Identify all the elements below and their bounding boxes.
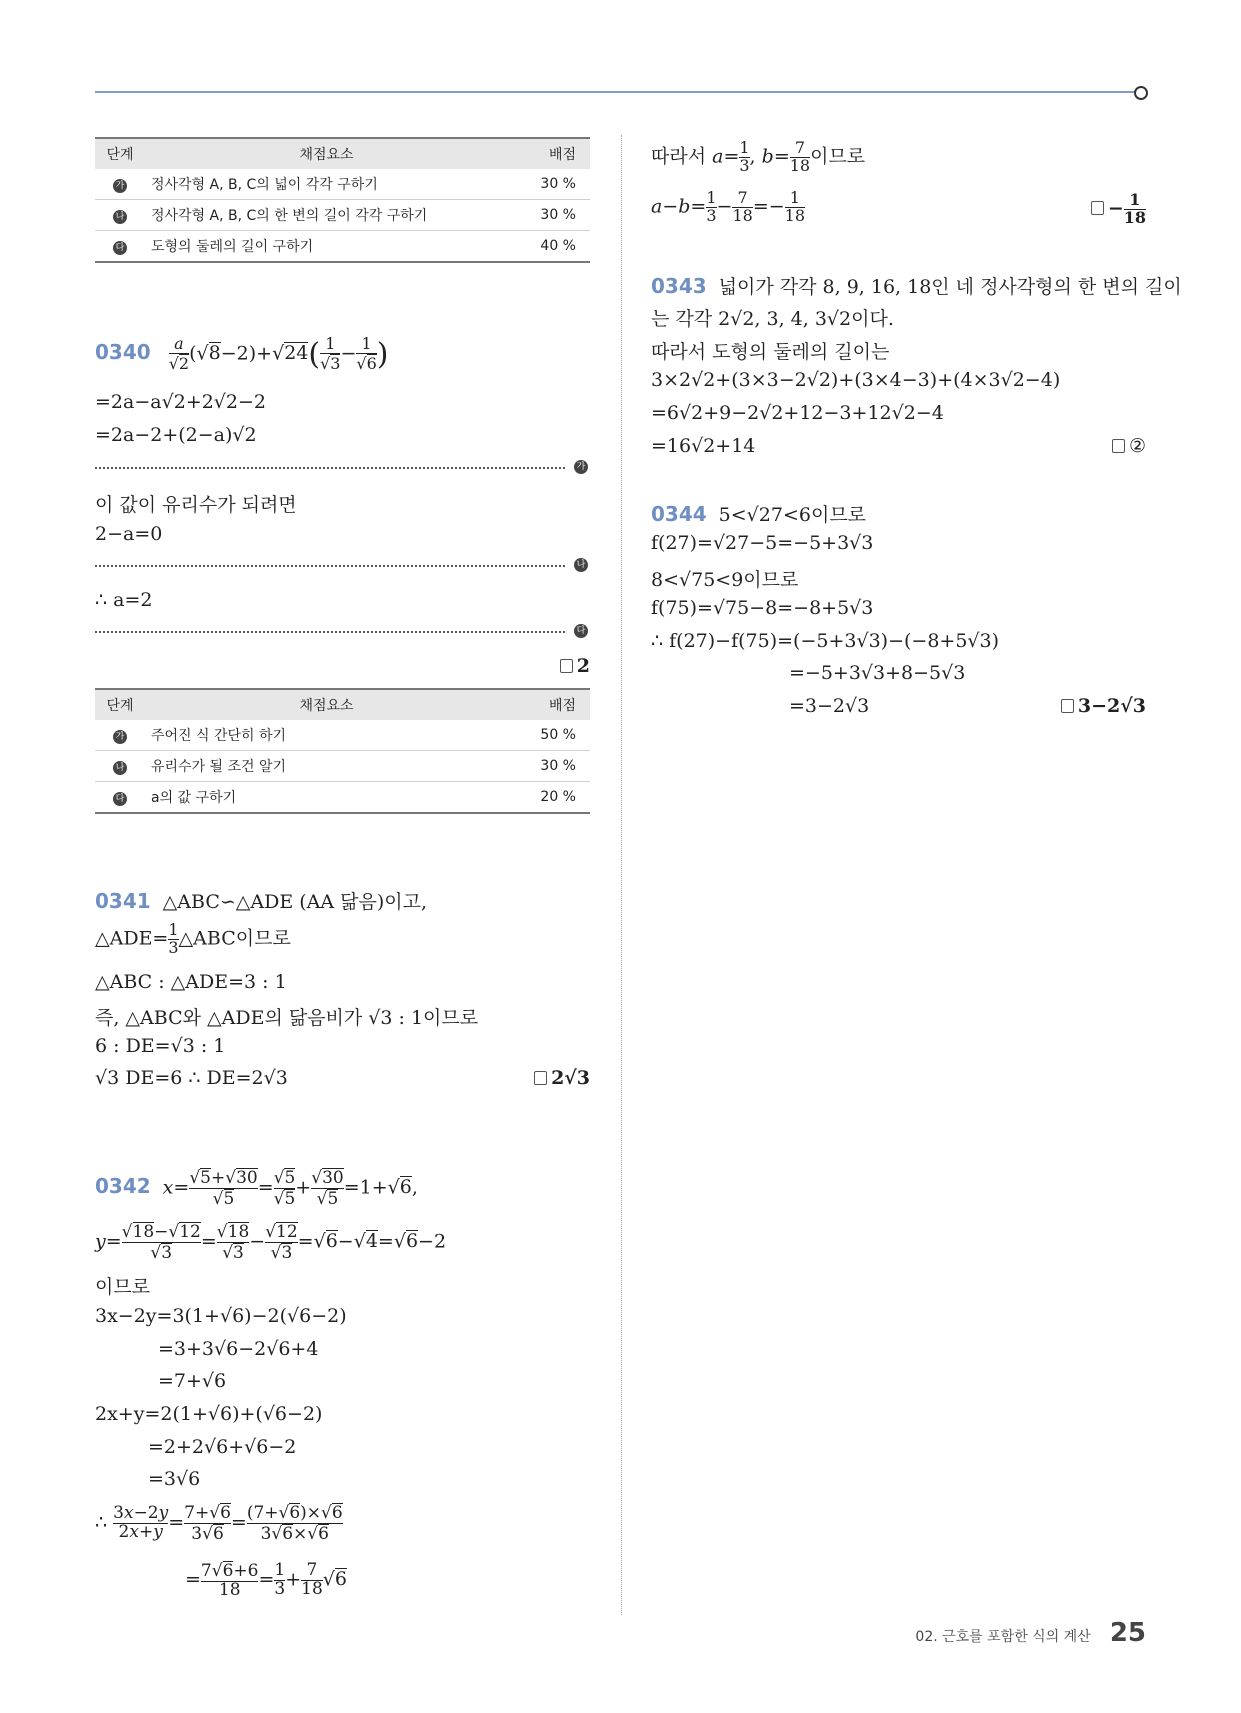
problem-0343-line2: 는 각각 2√2, 3, 4, 3√2이다.	[651, 308, 894, 330]
problem-0340-line5: 2−a=0	[95, 523, 163, 545]
problem-0342-line8: =2+2√6+√6−2	[148, 1436, 297, 1458]
table-header-score: 배점	[503, 138, 590, 169]
answer-0343	[1112, 435, 1146, 457]
problem-0344-line3: 8<√75<9이므로	[651, 569, 799, 591]
problem-0342b-line1: 따라서 a= $\frac{1}{3}$ , b= $\frac{7}{18}$ 이므로	[651, 138, 866, 175]
table-cell-criteria: 주어진 식 간단히 하기	[145, 720, 503, 751]
problem-0341-line2: △ADE= $\frac{1}{3}$ △ABC이므로	[95, 920, 291, 957]
table-cell-score: 30 %	[503, 751, 590, 782]
step-mark: 다	[113, 792, 127, 806]
answer-icon	[534, 1071, 547, 1085]
problem-0344-line7: =3−2√3	[789, 695, 870, 717]
step-mark-na: 나	[574, 558, 588, 572]
problem-number: 0340	[95, 340, 151, 365]
table-cell-score: 40 %	[503, 231, 590, 263]
header-dot	[1134, 86, 1148, 100]
answer-icon	[1061, 699, 1074, 713]
problem-number: 0343	[651, 274, 707, 298]
table-cell-criteria: 도형의 둘레의 길이 구하기	[145, 231, 503, 263]
problem-0341-line4: 즉, △ABC와 △ADE의 닮음비가 √3 : 1이므로	[95, 1007, 479, 1029]
problem-0342-line10: ∴ $\frac{3x-2y}{2x+y}$ = $\frac{7+√6}{3√6}$ = $\frac{(7+√6)\times√6}{3√6\times√6}$	[95, 1503, 343, 1544]
problem-0341-line5: 6 : DE=√3 : 1	[95, 1035, 226, 1057]
problem-0340-line4: 이 값이 유리수가 되려면	[95, 494, 297, 516]
problem-0342-line2: y= $\frac{√18-√12}{√3}$ = $\frac{√18}{√3}$ − $\frac{√12}{√3}$ =√6−√4=√6−2	[95, 1222, 447, 1263]
problem-0344-line2: f(27)=√27−5=−5+3√3	[651, 532, 874, 554]
table-row	[95, 169, 590, 200]
problem-0340-line2: =2a−a√2+2√2−2	[95, 391, 266, 413]
step-mark: 다	[113, 241, 127, 255]
problem-number: 0342	[95, 1174, 151, 1199]
problem-0342-line4: 3x−2y=3(1+√6)−2(√6−2)	[95, 1305, 347, 1327]
answer-0341	[534, 1067, 590, 1089]
problem-0342b-line2: a−b= $\frac{1}{3}$ − $\frac{7}{18}$ =− $\frac{1}{18}$	[651, 188, 806, 225]
column-divider	[621, 135, 622, 1615]
problem-0341-line3: △ABC : △ADE=3 : 1	[95, 971, 287, 993]
problem-0342-line3: 이므로	[95, 1276, 151, 1298]
dotted-separator	[95, 565, 565, 567]
problem-0342-line1: 0342 x= $\frac{√5+√30}{√5}$ = $\frac{√5}{√5}$ + $\frac{√30}{√5}$ =1+√6,	[95, 1168, 418, 1209]
step-mark: 가	[113, 730, 127, 744]
table-row	[95, 751, 590, 782]
problem-0343-line5: =6√2+9−2√2+12−3+12√2−4	[651, 402, 944, 424]
table-cell-criteria: 정사각형 A, B, C의 넓이 각각 구하기	[145, 169, 503, 200]
problem-0342-line6: =7+√6	[158, 1370, 227, 1392]
answer-value: 2√3	[551, 1067, 590, 1089]
scoring-table-2	[95, 688, 590, 814]
table-cell-criteria: 유리수가 될 조건 알기	[145, 751, 503, 782]
table-header-criteria: 채점요소	[145, 138, 503, 169]
table-header-criteria: 채점요소	[145, 689, 503, 720]
chapter-title: 02. 근호를 포함한 식의 계산	[915, 1629, 1091, 1645]
step-mark: 나	[113, 761, 127, 775]
problem-number: 0341	[95, 889, 151, 913]
problem-0341-line6: √3 DE=6 ∴ DE=2√3	[95, 1067, 288, 1089]
problem-0343-line4: 3×2√2+(3×3−2√2)+(3×4−3)+(4×3√2−4)	[651, 369, 1061, 391]
answer-icon	[1112, 439, 1125, 453]
answer-icon	[560, 659, 573, 673]
problem-0344-line6: =−5+3√3+8−5√3	[789, 662, 966, 684]
problem-0340-line6: ∴ a=2	[95, 589, 153, 611]
problem-0340-line3: =2a−2+(2−a)√2	[95, 424, 257, 446]
page-footer	[915, 1618, 1146, 1648]
scoring-table-1	[95, 137, 590, 263]
problem-0343-line3: 따라서 도형의 둘레의 길이는	[651, 341, 890, 363]
header-rule	[95, 91, 1141, 93]
step-mark: 가	[113, 179, 127, 193]
table-row	[95, 231, 590, 263]
problem-0342-line11: = $\frac{7√6+6}{18}$ = $\frac{1}{3}$ + $\frac{7}{18}$ √6	[185, 1560, 347, 1600]
answer-value: 3−2√3	[1077, 695, 1146, 717]
step-mark-da: 다	[574, 624, 588, 638]
answer-0342: − $\frac{1}{18}$	[1091, 192, 1146, 227]
problem-0344-line1: 0344 5<√27<6이므로	[651, 502, 867, 526]
dotted-separator	[95, 467, 565, 469]
table-cell-score: 50 %	[503, 720, 590, 751]
table-cell-score: 30 %	[503, 200, 590, 231]
table-row	[95, 200, 590, 231]
answer-icon	[1091, 201, 1104, 215]
problem-0343-line1: 0343 넓이가 각각 8, 9, 16, 18인 네 정사각형의 한 변의 길이	[651, 274, 1182, 298]
problem-0342-line9: =3√6	[148, 1468, 201, 1490]
page-number: 25	[1109, 1618, 1146, 1648]
dotted-separator	[95, 631, 565, 633]
table-cell-score: 30 %	[503, 169, 590, 200]
step-mark: 나	[113, 210, 127, 224]
table-header-step: 단계	[95, 138, 145, 169]
answer-value: ②	[1128, 435, 1146, 457]
problem-0344-line5: ∴ f(27)−f(75)=(−5+3√3)−(−8+5√3)	[651, 630, 1000, 652]
table-cell-criteria: 정사각형 A, B, C의 한 변의 길이 각각 구하기	[145, 200, 503, 231]
table-row	[95, 720, 590, 751]
problem-number: 0344	[651, 502, 707, 526]
step-mark-ga: 가	[574, 460, 588, 474]
problem-0341-line1: 0341 △ABC∽△ADE (AA 닮음)이고,	[95, 889, 428, 913]
problem-0342-line7: 2x+y=2(1+√6)+(√6−2)	[95, 1403, 323, 1425]
problem-0343-line6: =16√2+14	[651, 435, 756, 457]
answer-0340	[560, 655, 590, 677]
answer-0344	[1061, 695, 1146, 717]
table-cell-criteria: a의 값 구하기	[145, 782, 503, 814]
table-cell-score: 20 %	[503, 782, 590, 814]
problem-0342-line5: =3+3√6−2√6+4	[158, 1338, 319, 1360]
table-header-step: 단계	[95, 689, 145, 720]
problem-0340-line1: 0340 $\frac{a}{√2}$ (√8−2)+√24( $\frac{1}{√3}$ − $\frac{1}{√6}$ )	[95, 334, 389, 373]
answer-value: 2	[576, 655, 590, 677]
table-row	[95, 782, 590, 814]
problem-0344-line4: f(75)=√75−8=−8+5√3	[651, 597, 874, 619]
table-header-score: 배점	[503, 689, 590, 720]
